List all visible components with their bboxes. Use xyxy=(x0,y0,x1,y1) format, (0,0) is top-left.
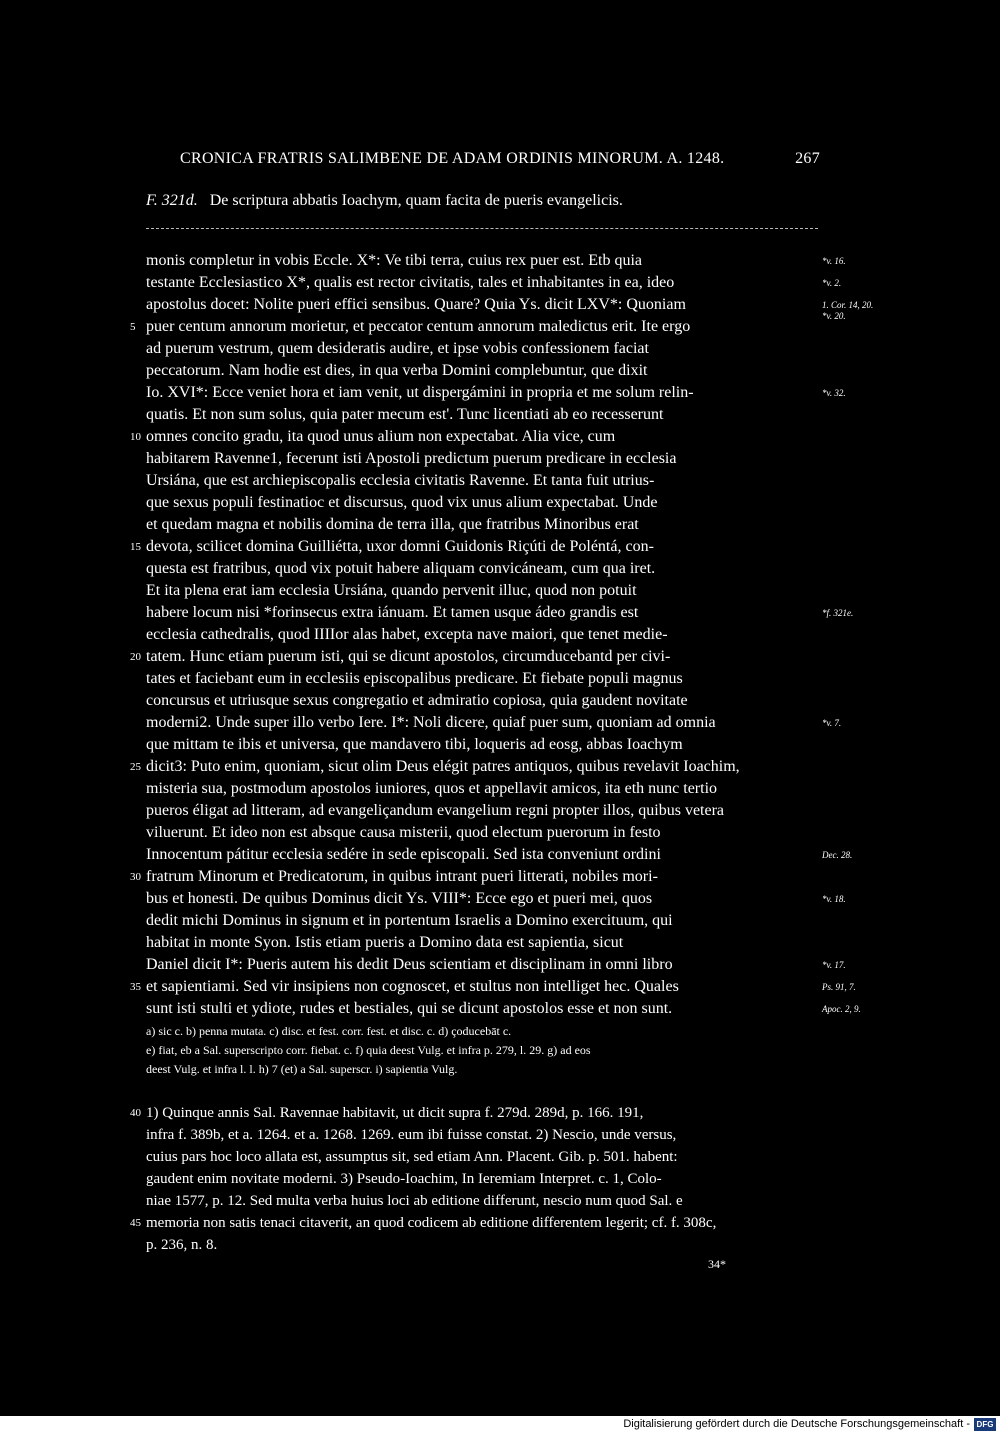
critical-apparatus xyxy=(146,1022,826,1079)
text-line: apostolus docet: Nolite pueri effici sensibus. Quare? Quia Ys. dicit LXV*: Quoniam xyxy=(146,296,686,313)
footnote-line: p. 236, n. 8. xyxy=(146,1237,218,1253)
footnote-line-number: 40 xyxy=(130,1107,141,1119)
folio-reference: F. 321d. xyxy=(146,192,198,209)
margin-reference: *v. 18. xyxy=(822,894,846,904)
text-line: dicit3: Puto enim, quoniam, sicut olim Deus elégit patres antiquos, quibus revelavit Ioachim, xyxy=(146,758,740,775)
footnotes xyxy=(146,1102,818,1256)
text-line: ad puerum vestrum, quem desideratis audire, et ipse vobis confessionem faciat xyxy=(146,340,649,357)
line-number: 25 xyxy=(130,761,141,773)
margin-reference: *v. 17. xyxy=(822,960,846,970)
main-text xyxy=(146,250,818,1020)
margin-reference: Apoc. 2, 9. xyxy=(822,1004,861,1014)
text-line: pueros éligat ad litteram, ad evangeliçandum evangelium regni propter illos, quibus vetera xyxy=(146,802,725,819)
signature-mark: 34* xyxy=(708,1257,726,1271)
text-line: moderni2. Unde super illo verbo Iere. I*: Noli dicere, quiaf puer sum, quoniam ad omnia xyxy=(146,714,716,731)
text-line: ecclesia cathedralis, quod IIIIor alas habet, excepta nave maiori, que tenet medie- xyxy=(146,626,668,643)
footnote-line: cuius pars hoc loco allata est, assumptus sit, sed etiam Ann. Placent. Gib. p. 501. habent: xyxy=(146,1149,678,1165)
apparatus-line: e) fiat, eb a Sal. superscripto corr. fiebat. c. f) quia deest Vulg. et infra p. 279, l. 29. g) ad eos xyxy=(146,1043,591,1057)
margin-reference: 1. Cor. 14, 20. xyxy=(822,300,874,310)
text-line: dedit michi Dominus in signum et in portentum Israelis a Domino exercituum, qui xyxy=(146,912,673,929)
footnote-line-number: 45 xyxy=(130,1217,141,1229)
text-line: monis completur in vobis Eccle. X*: Ve tibi terra, cuius rex puer est. Etb quia xyxy=(146,252,643,269)
text-line: fratrum Minorum et Predicatorum, in quibus intrant pueri litterati, nobiles mori- xyxy=(146,868,658,885)
apparatus-line: deest Vulg. et infra l. l. h) 7 (et) a Sal. superscr. i) sapientia Vulg. xyxy=(146,1062,458,1076)
text-line: habitarem Ravenne1, fecerunt isti Apostoli predictum puerum predicare in ecclesia xyxy=(146,450,677,467)
funding-notice: Digitalisierung gefördert durch die Deutsche Forschungsgemeinschaft - xyxy=(623,1418,970,1430)
footnote-line: gaudent enim novitate moderni. 3) Pseudo-Ioachim, In Ieremiam Interpret. c. 1, Colo- xyxy=(146,1171,662,1187)
footnote-line: niae 1577, p. 12. Sed multa verba huius loci ab editione differunt, nescio num quod Sal. e xyxy=(146,1193,683,1209)
text-line: Ursiána, que est archiepiscopalis ecclesia civitatis Ravenne. Et tanta fuit utrius- xyxy=(146,472,655,489)
text-line: et quedam magna et nobilis domina de terra illa, que fratribus Minoribus erat xyxy=(146,516,639,533)
margin-reference: *f. 321e. xyxy=(822,608,854,618)
text-line: que sexus populi festinatioc et discursus, quod vix unus alium expectabat. Unde xyxy=(146,494,658,511)
text-line: concursus et utriusque sexus congregatio et admiratio copiosa, quia gaudent novitate xyxy=(146,692,688,709)
text-line: omnes concito gradu, ita quod unus alium non expectabat. Alia vice, cum xyxy=(146,428,616,445)
text-line: tates et faciebant eum in ecclesiis episcopalibus predicare. Et fiebate populi magnus xyxy=(146,670,683,687)
text-line: Io. XVI*: Ecce veniet hora et iam venit, ut dispergámini in propria et me solum relin- xyxy=(146,384,694,401)
header-rule xyxy=(146,228,818,230)
line-number: 10 xyxy=(130,431,141,443)
page-number: 267 xyxy=(795,150,820,167)
text-line: questa est fratribus, quod vix potuit habere aliquam convicáneam, cum qua iret. xyxy=(146,560,656,577)
dfg-logo-icon: DFG xyxy=(974,1418,996,1431)
text-line: sunt isti stulti et ydiote, rudes et bestiales, qui se dicunt apostolos esse et non sunt. xyxy=(146,1000,673,1017)
footnote-line: memoria non satis tenaci citaverit, an quod codicem ab editione differentem legerit; cf. f. 308c, xyxy=(146,1215,717,1231)
line-number: 30 xyxy=(130,871,141,883)
margin-reference: *v. 20. xyxy=(822,311,846,321)
margin-reference: *v. 7. xyxy=(822,718,842,728)
margin-reference: *v. 32. xyxy=(822,388,846,398)
text-line: puer centum annorum morietur, et peccator centum annorum maledictus erit. Ite ergo xyxy=(146,318,691,335)
text-line: habere locum nisi *forinsecus extra iánuam. Et tamen usque ádeo grandis est xyxy=(146,604,639,621)
text-line: testante Ecclesiastico X*, qualis est rector civitatis, tales et inhabitantes in ea, ideo xyxy=(146,274,675,291)
line-number: 15 xyxy=(130,541,141,553)
margin-reference: *v. 2. xyxy=(822,278,842,288)
margin-reference: Ps. 91, 7. xyxy=(822,982,856,992)
text-line: tatem. Hunc etiam puerum isti, qui se dicunt apostolos, circumducebantd per civi- xyxy=(146,648,671,665)
running-title: CRONICA FRATRIS SALIMBENE DE ADAM ORDINIS MINORUM. A. 1248. xyxy=(180,150,725,167)
text-line: Innocentum pátitur ecclesia sedére in sede episcopali. Sed ista conveniunt ordini xyxy=(146,846,661,863)
line-number: 5 xyxy=(130,321,136,333)
text-line: viluerunt. Et ideo non est absque causa misterii, quod electum puerorum in festo xyxy=(146,824,661,841)
line-number: 35 xyxy=(130,981,141,993)
text-line: quatis. Et non sum solus, quia pater mecum est'. Tunc licentiati ab eo recesserunt xyxy=(146,406,664,423)
margin-reference: *v. 16. xyxy=(822,256,846,266)
text-line: Daniel dicit I*: Pueris autem his dedit Deus scientiam et disciplinam in omni libro xyxy=(146,956,673,973)
section-heading xyxy=(146,192,623,210)
text-line: misteria sua, postmodum apostolos iuniores, quos et appellavit amicos, ita eth nunc tertio xyxy=(146,780,718,797)
text-line: peccatorum. Nam hodie est dies, in qua verba Domini complebuntur, que dixit xyxy=(146,362,648,379)
text-line: et sapientiami. Sed vir insipiens non cognoscet, et stultus non intelliget hec. Quales xyxy=(146,978,679,995)
text-line: devota, scilicet domina Guilliétta, uxor domni Guidonis Riçúti de Poléntá, con- xyxy=(146,538,654,555)
footnote-line: infra f. 389b, et a. 1264. et a. 1268. 1269. eum ibi fuisse constat. 2) Nescio, unde versus, xyxy=(146,1127,677,1143)
running-header xyxy=(180,150,820,168)
text-line: Et ita plena erat iam ecclesia Ursiána, quando pervenit illuc, quod non potuit xyxy=(146,582,637,599)
text-line: que mittam te ibis et universa, que mandavero tibi, loqueris ad eosg, abbas Ioachym xyxy=(146,736,683,753)
section-title: De scriptura abbatis Ioachym, quam facita de pueris evangelicis. xyxy=(209,192,623,209)
margin-reference: Dec. 28. xyxy=(822,850,853,860)
text-line: habitat in monte Syon. Istis etiam pueris a Domino data est sapientia, sicut xyxy=(146,934,624,951)
apparatus-line: a) sic c. b) penna mutata. c) disc. et fest. corr. fest. et disc. c. d) çoducebāt c. xyxy=(146,1024,512,1038)
line-number: 20 xyxy=(130,651,141,663)
footnote-line: 1) Quinque annis Sal. Ravennae habitavit, ut dicit supra f. 279d. 289d, p. 166. 191, xyxy=(146,1105,644,1121)
text-line: bus et honesti. De quibus Dominus dicit Ys. VIII*: Ecce ego et pueri mei, quos xyxy=(146,890,653,907)
